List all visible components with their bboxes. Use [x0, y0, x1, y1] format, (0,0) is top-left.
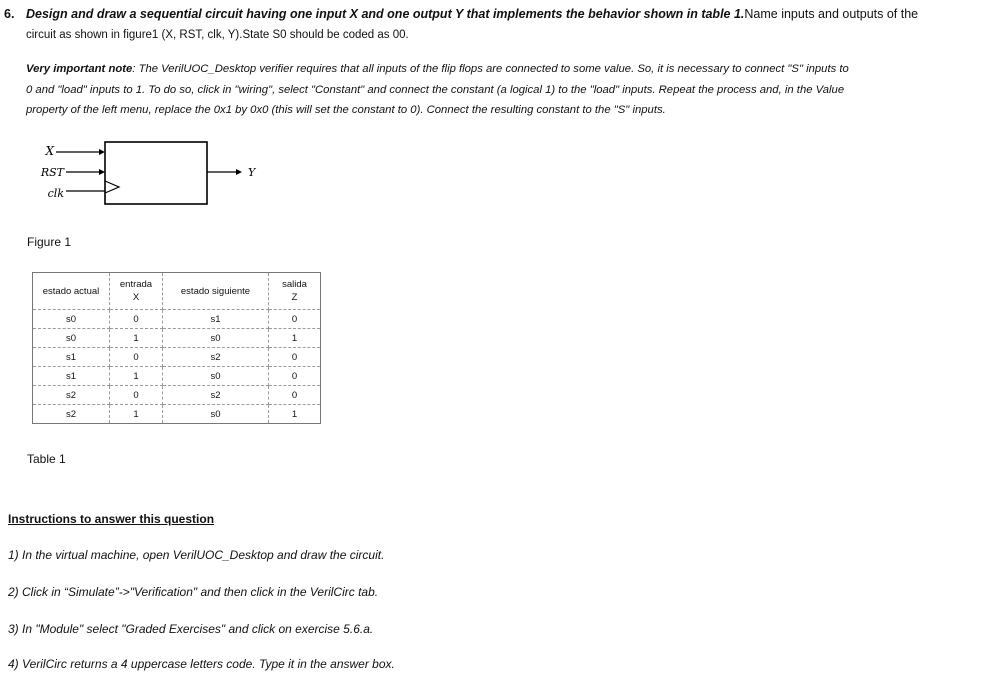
input-arrow-rst [99, 169, 105, 175]
instruction-step-3: 3) In "Module" select "Graded Exercises" and click on exercise 5.6.a. [8, 622, 374, 636]
header-input: entrada X [110, 273, 163, 310]
question-number: 6. [4, 7, 15, 21]
table-header-row [33, 273, 321, 310]
question-title-rest: Name inputs and outputs of the [744, 7, 919, 21]
question-title-line [26, 3, 918, 25]
table-row: s1 0 s2 0 [33, 348, 321, 367]
circuit-figure [26, 138, 306, 208]
question-subtitle: circuit as shown in figure1 (X, RST, clk, Y).State S0 should be coded as 00. [26, 29, 409, 41]
table-row: s1 1 s0 0 [33, 367, 321, 386]
input-label-x: X [45, 144, 54, 158]
output-label-y: Y [248, 166, 256, 179]
question-title-bold: Design and draw a sequential circuit having one input X and one output Y that implements the behavior shown in table 1. [26, 7, 745, 21]
table-row: s2 0 s2 0 [33, 386, 321, 405]
clock-triangle [105, 181, 119, 193]
table-row: s0 0 s1 0 [33, 310, 321, 329]
important-note [26, 59, 1006, 121]
input-label-clk: clk [47, 187, 64, 200]
figure-caption: Figure 1 [27, 235, 72, 249]
note-label: Very important note [26, 63, 133, 75]
state-table [32, 272, 321, 424]
note-line-1: Very important note: The VerilUOC_Desktop verifier requires that all inputs of the flip flops are connected to some value. So, it is necessary to connect "S" inputs to [26, 63, 849, 75]
input-arrow-x [99, 149, 105, 155]
instruction-step-1: 1) In the virtual machine, open VerilUOC_Desktop and draw the circuit. [8, 548, 385, 562]
instructions-title: Instructions to answer this question [8, 512, 215, 526]
header-output: salida Z [269, 273, 321, 310]
instruction-step-4: 4) VerilCirc returns a 4 uppercase letters code. Type it in the answer box. [8, 657, 395, 671]
output-arrow-y [236, 169, 242, 175]
input-label-rst: RST [40, 166, 64, 179]
circuit-block [105, 142, 207, 204]
header-next-state: estado siguiente [163, 273, 269, 310]
note-line-2: 0 and "load" inputs to 1. To do so, click in "wiring", select "Constant" and connect the constant (a logical 1) to the "load" inputs. Repeat the process and, in the Value [26, 83, 845, 96]
table-caption: Table 1 [27, 452, 66, 466]
instruction-step-2: 2) Click in “Simulate”->"Verification" and then click in the VerilCirc tab. [8, 585, 379, 599]
table-row: s0 1 s0 1 [33, 329, 321, 348]
header-current-state: estado actual [33, 273, 110, 310]
note-line-3: property of the left menu, replace the 0x1 by 0x0 (this will set the constant to 0). Connect the resulting constant to the "S" inputs. [26, 104, 666, 116]
table-row: s2 1 s0 1 [33, 405, 321, 424]
